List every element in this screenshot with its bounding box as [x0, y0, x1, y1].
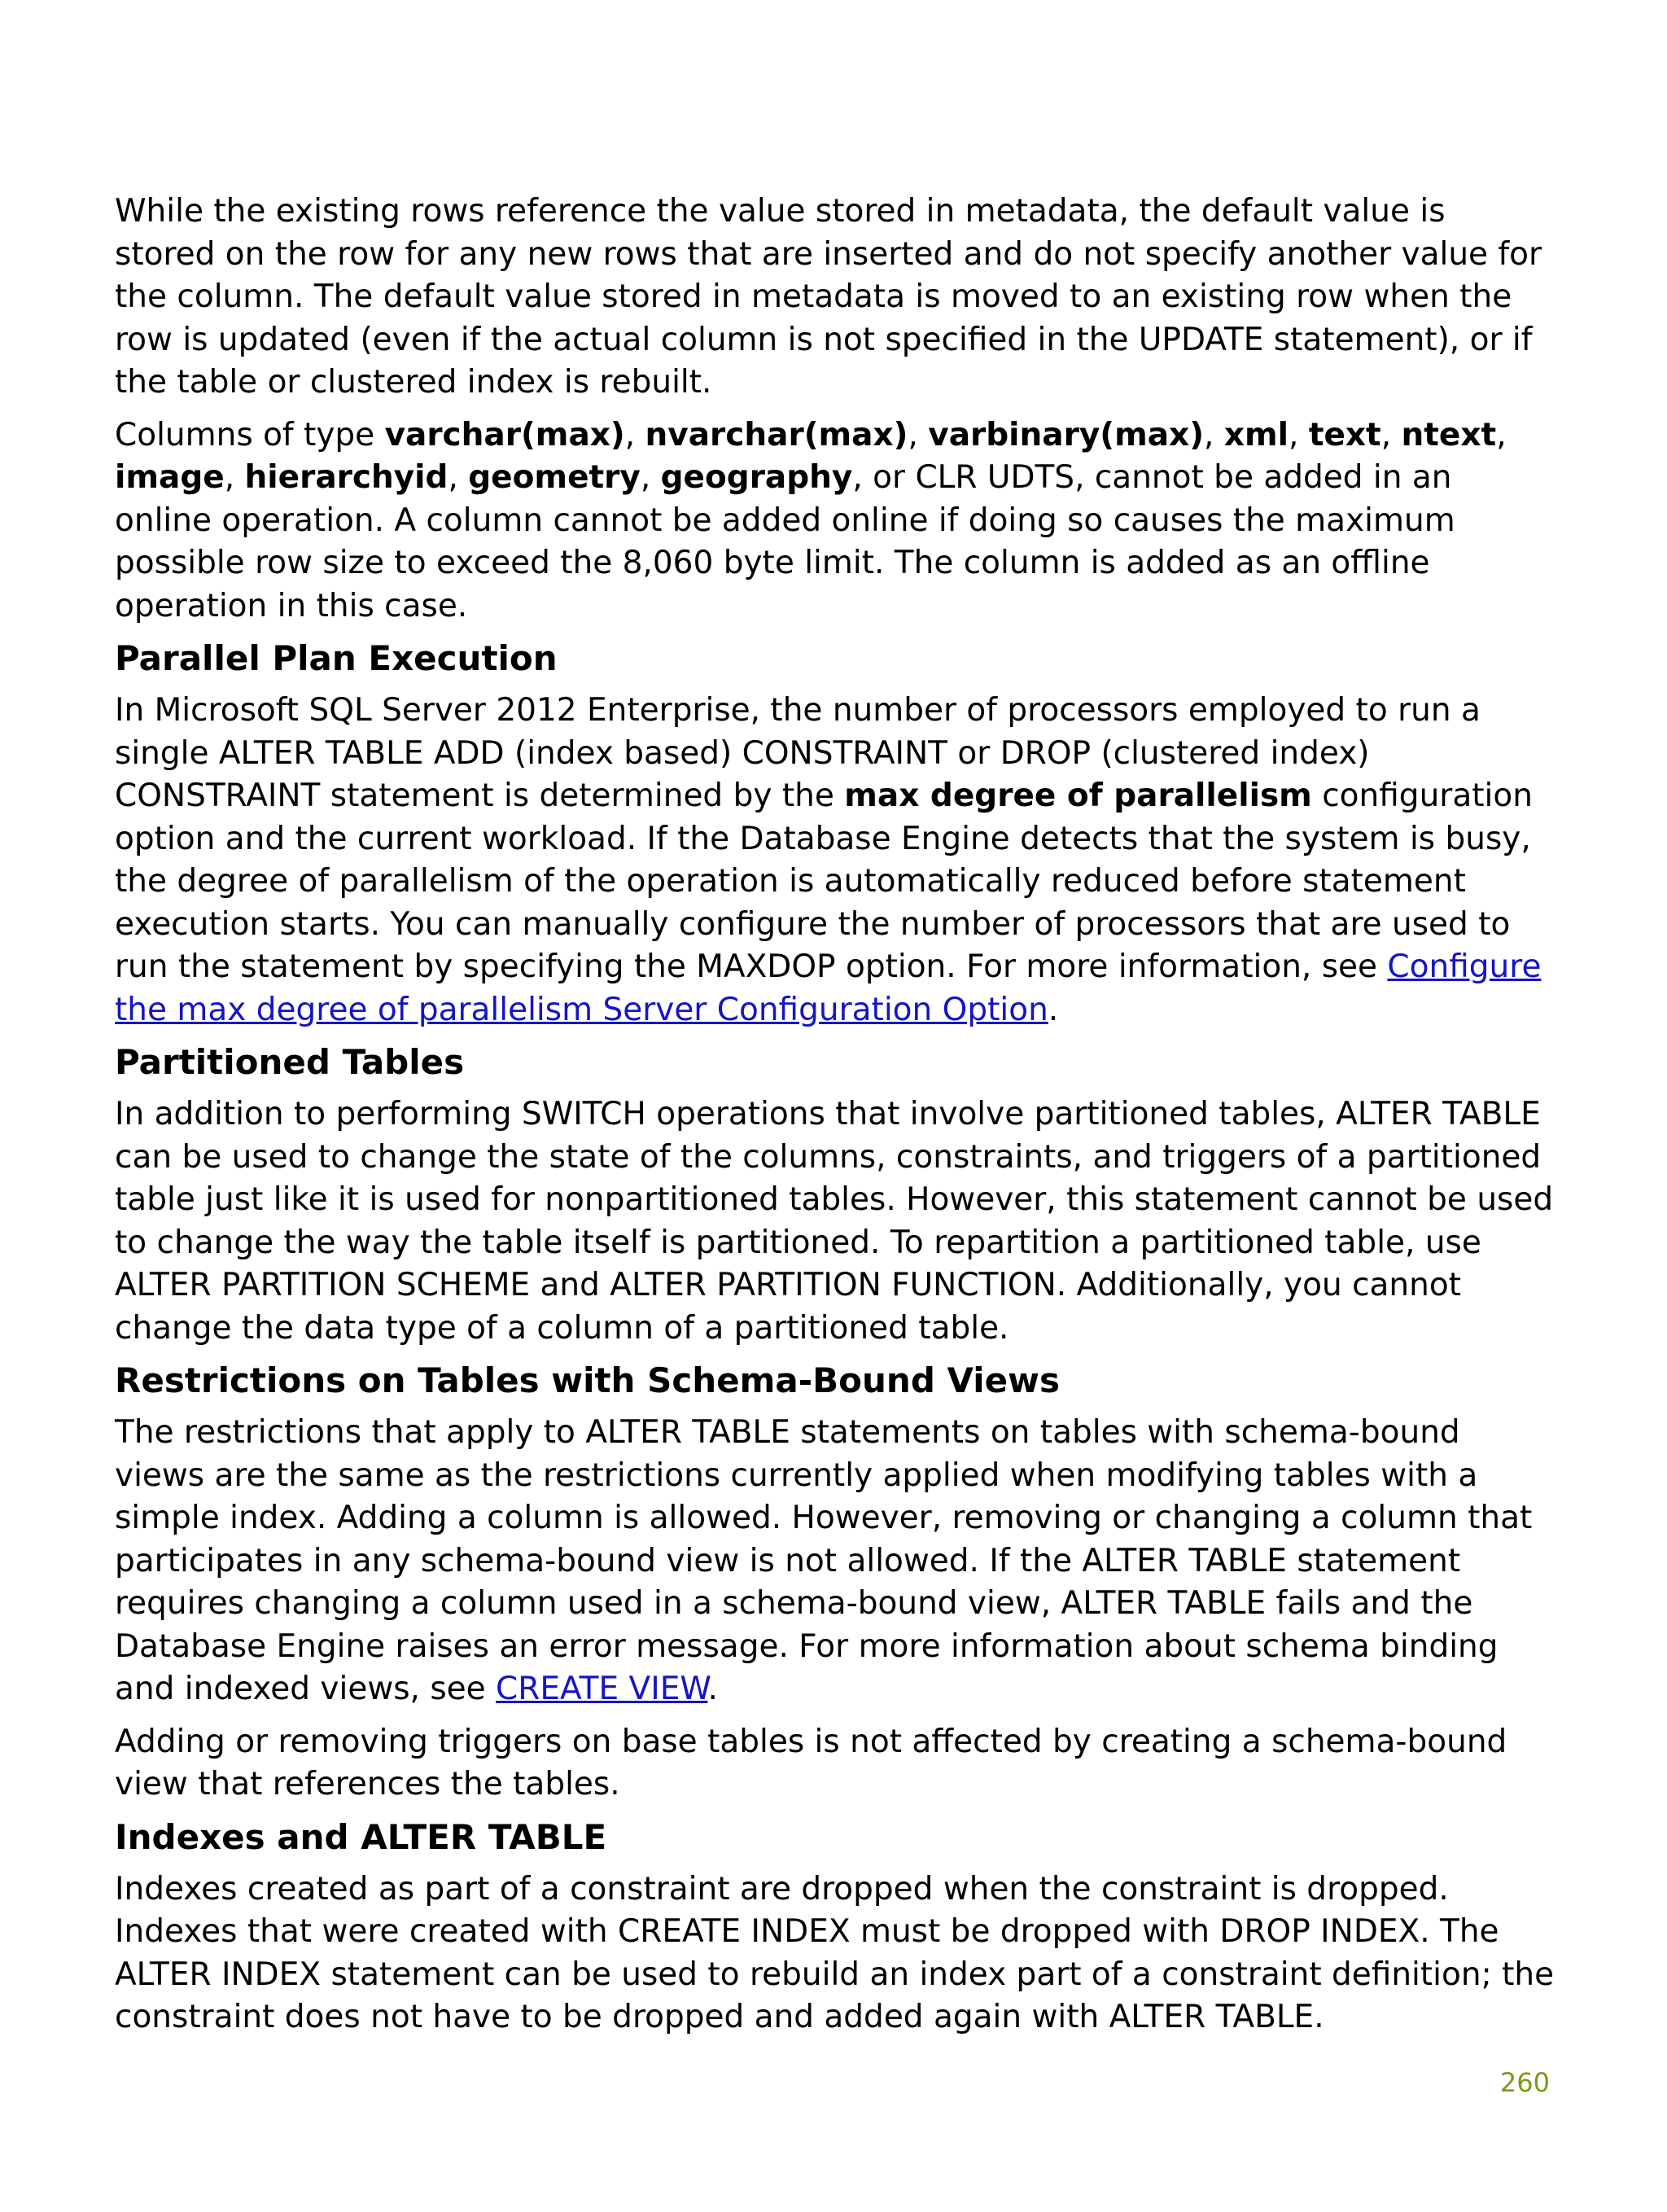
separator: , [1289, 416, 1309, 453]
separator: , [1204, 416, 1224, 453]
type-xml: xml [1223, 416, 1289, 453]
separator: , [1496, 416, 1507, 453]
paragraph-parallel-plan [115, 690, 1555, 1032]
link-configure-max-degree-of-parallelism[interactable]: Configure the max degree of parallelism Server Configuration Option [115, 948, 1542, 1028]
type-varbinary-max: varbinary(max) [928, 416, 1205, 453]
type-ntext: ntext [1401, 416, 1497, 453]
heading-indexes-and-alter-table: Indexes and ALTER TABLE [115, 1816, 607, 1857]
separator: , [448, 459, 469, 496]
separator: , [1380, 416, 1402, 453]
paragraph-default-values: While the existing rows reference the value stored in metadata, the default value is stored on the row for any new rows that are inserted and do not specify another value for the column. The default value stored in metadata is moved to an existing row when the row is updated (even if the actual column is not specified in the UPDATE statement), or if the table or clustered index is rebuilt. [115, 193, 1542, 401]
type-varchar-max: varchar(max) [384, 416, 625, 453]
text-run: configuration option and the current workload. If the Database Engine detects that the system is busy, the degree of parallelism of the operation is automatically reduced before statement execution starts. You can manually configure the number of processors that are used to run the statement by specifying the MAXDOP option. For more information, see [115, 777, 1533, 985]
separator: , [624, 416, 645, 453]
type-text: text [1308, 416, 1381, 453]
separator: , [224, 459, 245, 496]
heading-schema-bound-views: Restrictions on Tables with Schema-Bound Views [115, 1360, 1060, 1400]
paragraph-column-types [115, 414, 1555, 629]
separator-or: , or [852, 459, 916, 496]
paragraph-partitioned-tables: In addition to performing SWITCH operations that involve partitioned tables, ALTER TABLE can be used to change the state of the columns, constraints, and triggers of a partitioned table just like it is used for nonpartitioned tables. However, this statement cannot be used to change the way the table itself is partitioned. To repartition a partitioned table, use ALTER PARTITION SCHEME and ALTER PARTITION FUNCTION. Additionally, you cannot change the data type of a column of a partitioned table. [115, 1096, 1554, 1347]
paragraph-triggers: Adding or removing triggers on base tables is not affected by creating a schema-bound view that references the tables. [115, 1723, 1507, 1802]
text-prefix: Columns of type [115, 416, 385, 453]
text-run: . [1048, 991, 1059, 1028]
text-run: . [707, 1671, 718, 1707]
link-create-view[interactable]: CREATE VIEW [496, 1671, 708, 1707]
separator: , [640, 459, 661, 496]
page-number: 260 [1499, 2067, 1550, 2098]
text-run: In Microsoft SQL Server 2012 Enterprise, the number of processors employed to run a single ALTER TABLE ADD (index based) CONSTRAINT or DROP (clustered index) CONSTRAINT statement is determined by the [115, 692, 1481, 814]
separator: , [908, 416, 929, 453]
type-geography: geography [660, 459, 853, 496]
paragraph-schema-bound-views [115, 1412, 1555, 1711]
type-nvarchar-max: nvarchar(max) [645, 416, 908, 453]
paragraph-indexes: Indexes created as part of a constraint are dropped when the constraint is dropped. Indexes that were created with CREATE INDEX must be dropped with DROP INDEX. The ALTER INDEX statement can be used to rebuild an index part of a constraint definition; the constraint does not have to be dropped and added again with ALTER TABLE. [115, 1870, 1555, 2035]
heading-parallel-plan-execution: Parallel Plan Execution [115, 638, 558, 678]
text-run: The restrictions that apply to ALTER TABLE statements on tables with schema-bound views are the same as the restrictions currently applied when modifying tables with a simple index. Adding a column is allowed. However, removing or changing a column that participates in any schema-bound view is not allowed. If the ALTER TABLE statement requires changing a column used in a schema-bound view, ALTER TABLE fails and the Database Engine raises an error message. For more information about schema binding and indexed views, see [115, 1414, 1533, 1707]
type-geometry: geometry [468, 459, 641, 496]
type-hierarchyid: hierarchyid [244, 459, 448, 496]
text-suffix: CLR UDTS, cannot be added in an online operation. A column cannot be added online if doing so causes the maximum possible row size to exceed the 8,060 byte limit. The column is added as an offline operation in this case. [115, 459, 1455, 624]
document-page [115, 191, 1555, 2049]
term-max-degree-of-parallelism: max degree of parallelism [844, 777, 1312, 814]
type-image: image [115, 459, 225, 496]
heading-partitioned-tables: Partitioned Tables [115, 1042, 465, 1082]
